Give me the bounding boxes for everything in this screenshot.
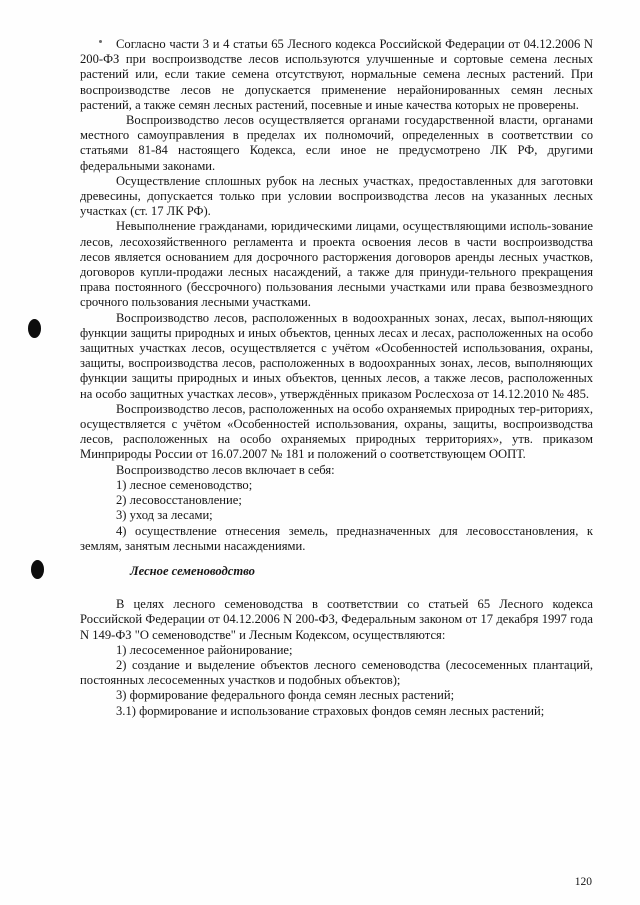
punch-hole-bottom bbox=[31, 560, 44, 579]
paragraph-includes: Воспроизводство лесов включает в себя: bbox=[116, 462, 335, 477]
paragraph-water-protection-zones: Воспроизводство лесов, расположенных в водоохранных зонах, лесах, выпол-няющих функции защиты природных и иных объектов, ценных лесах и лесах, расположенных на особо защитных участках лесов, осуществляется с учётом «Особенностей использования, охраны, защиты, воспроизводства лесов, расположенных в водоохранных зонах, лесов, выполняющих функции защиты природных и иных объектов, ценных лесов, а также лесов, расположенных на особо защитных участках лесов», утверждённых приказом Рослесхоза от 14.12.2010 № 485. bbox=[80, 310, 593, 401]
punch-hole-top bbox=[28, 319, 41, 338]
list-item: 4) осуществление отнесения земель, предназначенных для лесовосстановления, к землям, занятым лесными насаждениями. bbox=[80, 523, 593, 553]
list-item: 1) лесное семеноводство; bbox=[116, 477, 253, 492]
list-item: 2) лесовосстановление; bbox=[116, 493, 242, 508]
section-heading: Лесное семеноводство bbox=[130, 563, 255, 578]
reproduction-list bbox=[80, 478, 593, 554]
list-item: 3) уход за лесами; bbox=[116, 508, 213, 523]
page-number: 120 bbox=[574, 876, 592, 888]
paragraph-non-compliance: Невыполнение гражданами, юридическими лицами, осуществляющими исполь-зование лесов, лесохозяйственного регламента и проекта освоения лесов в части воспроизводства лесов является основанием для досрочного расторжения договоров аренды лесных участков, договоров купли-продажи лесных насаждений, а также для принуди-тельного прекращения права постоянного (бессрочного) пользования лесными участками или права безвозмездного срочного пользования лесными участками. bbox=[80, 219, 593, 310]
list-item: 1) лесосеменное районирование; bbox=[116, 642, 293, 657]
paragraph-clear-cutting: Осуществление сплошных рубок на лесных участках, предоставленных для заготовки древесины, допускается только при условии воспроизводства лесов на указанных лесных участках (ст. 17 ЛК РФ). bbox=[80, 173, 593, 219]
list-item: 3) формирование федерального фонда семян лесных растений; bbox=[116, 688, 455, 703]
paragraph-seed-use: Согласно части 3 и 4 статьи 65 Лесного кодекса Российской Федерации от 04.12.2006 N 200-ФЗ при воспроизводстве лесов используются улучшенные и сортовые семена лесных растений или, если такие семена отсутствуют, нормальные семена лесных растений. При воспроизводстве лесов не допускается применение нерайонированных семян лесных растений, а также семян лесных растений, посевные и иные качества которых не проверены. bbox=[80, 37, 593, 112]
paragraph-seed-intro: В целях лесного семеноводства в соответствии со статьей 65 Лесного кодекса Российской Федерации от 04.12.2006 N 200-ФЗ, Федеральным законом от 17 декабря 1997 года N 149-ФЗ "О семеноводстве" и Лесным Кодексом, осуществляются: bbox=[80, 597, 593, 642]
paragraph-protected-areas: Воспроизводство лесов, расположенных на особо охраняемых природных тер-риториях, осуществляется с учётом «Особенностей использования, охраны, защиты, воспроизводства лесов, расположенных на особо охраняемых природных территориях», утв. приказом Минприроды России от 16.07.2007 № 181 и положений о соответствующем ООПТ. bbox=[80, 401, 593, 462]
list-item: 2) создание и выделение объектов лесного семеноводства (лесосеменных плантаций, постоянных лесосеменных участков и подобных объектов); bbox=[80, 657, 593, 688]
seed-list bbox=[80, 643, 593, 719]
document-body bbox=[80, 37, 593, 719]
list-item: 3.1) формирование и использование страховых фондов семян лесных растений; bbox=[116, 703, 545, 718]
paragraph-authorities: Воспроизводство лесов осуществляется органами государственной власти, органами местного самоуправления в пределах их полномочий, определенных в соответствии со статьями 81-84 настоящего Кодекса, если иное не предусмотрено ЛК РФ, другими федеральными законами. bbox=[80, 113, 593, 173]
